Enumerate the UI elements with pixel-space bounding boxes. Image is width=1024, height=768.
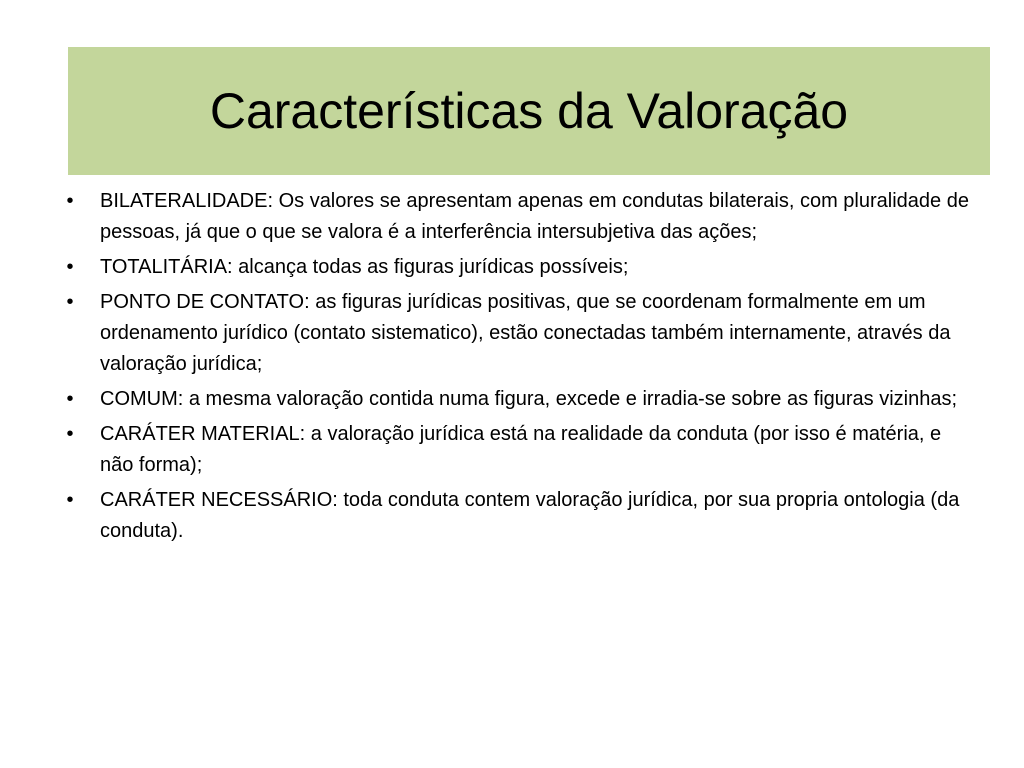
bullet-icon: •	[66, 190, 74, 212]
bullet-text: CARÁTER MATERIAL: a valoração jurídica está na realidade da conduta (por isso é matéria, e não forma);	[100, 423, 942, 476]
bullet-item-bilateralidade	[60, 186, 970, 248]
bullet-item-totalitaria	[60, 252, 970, 283]
slide-title: Características da Valoração	[209, 83, 849, 139]
title-banner	[68, 47, 990, 175]
bullet-icon: •	[66, 256, 74, 278]
bullet-item-carater-necessario	[60, 485, 970, 547]
bullet-icon: •	[66, 489, 74, 511]
bullet-list	[60, 186, 970, 551]
bullet-text: BILATERALIDADE: Os valores se apresentam apenas em condutas bilaterais, com pluralidade de pessoas, já que o que se valora é a interferência intersubjetiva das ações;	[100, 190, 969, 243]
bullet-text: CARÁTER NECESSÁRIO: toda conduta contem valoração jurídica, por sua propria ontologia (da conduta).	[100, 489, 960, 542]
bullet-text: TOTALITÁRIA: alcança todas as figuras jurídicas possíveis;	[100, 256, 629, 278]
bullet-icon: •	[66, 423, 74, 445]
bullet-item-comum	[60, 384, 970, 415]
bullet-item-ponto-de-contato	[60, 287, 970, 380]
bullet-icon: •	[66, 388, 74, 410]
bullet-item-carater-material	[60, 419, 970, 481]
bullet-text: PONTO DE CONTATO: as figuras jurídicas positivas, que se coordenam formalmente em um ordenamento jurídico (contato sistematico), estão conectadas também internamente, através da valoração jurídica;	[100, 291, 951, 375]
bullet-icon: •	[66, 291, 74, 313]
bullet-text: COMUM: a mesma valoração contida numa figura, excede e irradia-se sobre as figuras vizinhas;	[100, 388, 958, 410]
